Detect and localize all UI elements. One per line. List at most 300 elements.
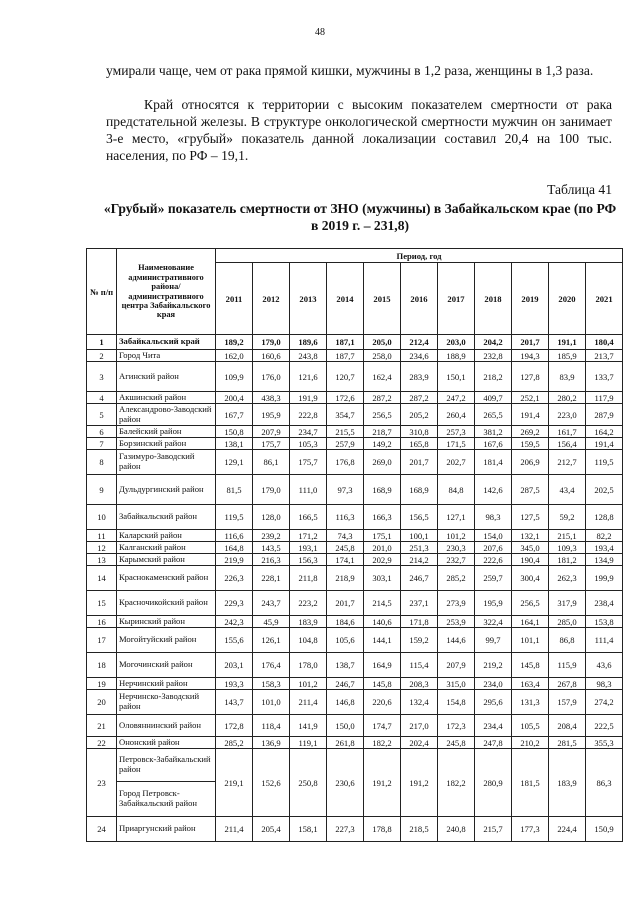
row-name: Ононский район xyxy=(117,737,216,749)
value-cell: 214,2 xyxy=(401,554,438,566)
row-number: 17 xyxy=(87,628,117,653)
value-cell: 234,7 xyxy=(290,426,327,438)
value-cell: 131,3 xyxy=(512,690,549,715)
column-header-period: Период, год xyxy=(216,249,623,263)
table-row xyxy=(87,335,623,350)
value-cell: 187,7 xyxy=(327,350,364,362)
paragraph-prostate-mortality: Край относятся к территории с высоким показателем смертности от рака предстательной железы. В структуре онкологической смертности мужчин он занимает 3-е место, «грубый» показатель данной локализации составил 20,4 на 100 тыс. населения, по РФ – 19,1. xyxy=(106,97,612,163)
value-cell: 243,8 xyxy=(290,350,327,362)
value-cell: 74,3 xyxy=(327,530,364,542)
year-header: 2017 xyxy=(438,263,475,335)
value-cell: 199,9 xyxy=(586,566,623,591)
row-number: 2 xyxy=(87,350,117,362)
value-cell: 310,8 xyxy=(401,426,438,438)
table-row xyxy=(87,362,623,392)
value-cell: 141,9 xyxy=(290,715,327,737)
table-row xyxy=(87,653,623,678)
value-cell: 99,7 xyxy=(475,628,512,653)
value-cell: 213,7 xyxy=(586,350,623,362)
value-cell: 118,4 xyxy=(253,715,290,737)
value-cell: 234,0 xyxy=(475,678,512,690)
value-cell: 132,4 xyxy=(401,690,438,715)
value-cell: 345,0 xyxy=(512,542,549,554)
value-cell: 300,4 xyxy=(512,566,549,591)
table-row xyxy=(87,426,623,438)
value-cell: 153,8 xyxy=(586,616,623,628)
value-cell: 222,8 xyxy=(290,404,327,426)
value-cell: 155,6 xyxy=(216,628,253,653)
value-cell: 145,8 xyxy=(364,678,401,690)
value-cell: 217,0 xyxy=(401,715,438,737)
value-cell: 164,8 xyxy=(216,542,253,554)
value-cell: 207,6 xyxy=(475,542,512,554)
value-cell: 250,8 xyxy=(290,749,327,817)
value-cell: 157,9 xyxy=(549,690,586,715)
value-cell: 230,6 xyxy=(327,749,364,817)
table-row xyxy=(87,450,623,475)
value-cell: 215,5 xyxy=(327,426,364,438)
value-cell: 269,2 xyxy=(512,426,549,438)
value-cell: 128,0 xyxy=(253,505,290,530)
value-cell: 45,9 xyxy=(253,616,290,628)
row-number: 12 xyxy=(87,542,117,554)
value-cell: 219,9 xyxy=(216,554,253,566)
value-cell: 161,7 xyxy=(549,426,586,438)
value-cell: 163,4 xyxy=(512,678,549,690)
value-cell: 211,4 xyxy=(216,817,253,842)
value-cell: 274,2 xyxy=(586,690,623,715)
value-cell: 212,7 xyxy=(549,450,586,475)
value-cell: 222,6 xyxy=(475,554,512,566)
value-cell: 181,5 xyxy=(512,749,549,817)
value-cell: 322,4 xyxy=(475,616,512,628)
row-number: 8 xyxy=(87,450,117,475)
table-row xyxy=(87,542,623,554)
year-header: 2020 xyxy=(549,263,586,335)
value-cell: 101,2 xyxy=(290,678,327,690)
table-row xyxy=(87,591,623,616)
value-cell: 201,7 xyxy=(401,450,438,475)
row-name: Балейский район xyxy=(117,426,216,438)
value-cell: 158,3 xyxy=(253,678,290,690)
value-cell: 438,3 xyxy=(253,392,290,404)
value-cell: 162,0 xyxy=(216,350,253,362)
row-name: Красночикойский район xyxy=(117,591,216,616)
value-cell: 181,4 xyxy=(475,450,512,475)
value-cell: 168,9 xyxy=(401,475,438,505)
value-cell: 43,6 xyxy=(586,653,623,678)
value-cell: 267,8 xyxy=(549,678,586,690)
value-cell: 183,9 xyxy=(549,749,586,817)
value-cell: 280,9 xyxy=(475,749,512,817)
table-row xyxy=(87,554,623,566)
value-cell: 138,7 xyxy=(327,653,364,678)
value-cell: 247,8 xyxy=(475,737,512,749)
value-cell: 164,2 xyxy=(586,426,623,438)
value-cell: 201,7 xyxy=(327,591,364,616)
table-row xyxy=(87,350,623,362)
value-cell: 245,8 xyxy=(327,542,364,554)
table-row xyxy=(87,616,623,628)
value-cell: 226,3 xyxy=(216,566,253,591)
year-header: 2019 xyxy=(512,263,549,335)
value-cell: 43,4 xyxy=(549,475,586,505)
value-cell: 119,5 xyxy=(586,450,623,475)
value-cell: 149,2 xyxy=(364,438,401,450)
value-cell: 101,0 xyxy=(253,690,290,715)
value-cell: 127,1 xyxy=(438,505,475,530)
value-cell: 164,9 xyxy=(364,653,401,678)
value-cell: 136,9 xyxy=(253,737,290,749)
row-number: 11 xyxy=(87,530,117,542)
column-header-number: № п/п xyxy=(87,249,117,335)
value-cell: 150,0 xyxy=(327,715,364,737)
value-cell: 142,6 xyxy=(475,475,512,505)
value-cell: 229,3 xyxy=(216,591,253,616)
value-cell: 222,5 xyxy=(586,715,623,737)
value-cell: 203,0 xyxy=(438,335,475,350)
value-cell: 262,3 xyxy=(549,566,586,591)
value-cell: 127,5 xyxy=(512,505,549,530)
value-cell: 193,3 xyxy=(216,678,253,690)
value-cell: 143,7 xyxy=(216,690,253,715)
value-cell: 59,2 xyxy=(549,505,586,530)
value-cell: 179,0 xyxy=(253,335,290,350)
value-cell: 146,8 xyxy=(327,690,364,715)
value-cell: 111,0 xyxy=(290,475,327,505)
value-cell: 287,5 xyxy=(512,475,549,505)
value-cell: 285,2 xyxy=(438,566,475,591)
value-cell: 115,4 xyxy=(401,653,438,678)
table-row xyxy=(87,690,623,715)
value-cell: 171,8 xyxy=(401,616,438,628)
value-cell: 215,7 xyxy=(475,817,512,842)
row-name: Газимуро-Заводский район xyxy=(117,450,216,475)
row-name: Кыринский район xyxy=(117,616,216,628)
value-cell: 245,8 xyxy=(438,737,475,749)
value-cell: 207,9 xyxy=(438,653,475,678)
row-number: 15 xyxy=(87,591,117,616)
value-cell: 167,6 xyxy=(475,438,512,450)
value-cell: 207,9 xyxy=(253,426,290,438)
value-cell: 115,9 xyxy=(549,653,586,678)
value-cell: 287,9 xyxy=(586,404,623,426)
row-name: Акшинский район xyxy=(117,392,216,404)
value-cell: 208,3 xyxy=(401,678,438,690)
value-cell: 182,2 xyxy=(438,749,475,817)
value-cell: 218,5 xyxy=(401,817,438,842)
column-header-name: Наименование административного района/ административного центра Забайкальского края xyxy=(117,249,216,335)
row-name: Краснокаменский район xyxy=(117,566,216,591)
value-cell: 200,4 xyxy=(216,392,253,404)
value-cell: 219,1 xyxy=(216,749,253,817)
row-name: Могойтуйский район xyxy=(117,628,216,653)
value-cell: 202,5 xyxy=(586,475,623,505)
value-cell: 257,3 xyxy=(438,426,475,438)
value-cell: 178,0 xyxy=(290,653,327,678)
value-cell: 228,1 xyxy=(253,566,290,591)
value-cell: 201,7 xyxy=(512,335,549,350)
value-cell: 214,5 xyxy=(364,591,401,616)
value-cell: 204,2 xyxy=(475,335,512,350)
value-cell: 315,0 xyxy=(438,678,475,690)
row-name: Приаргунский район xyxy=(117,817,216,842)
page-number: 48 xyxy=(315,27,325,38)
value-cell: 134,9 xyxy=(586,554,623,566)
value-cell: 119,1 xyxy=(290,737,327,749)
row-number: 4 xyxy=(87,392,117,404)
value-cell: 86,8 xyxy=(549,628,586,653)
value-cell: 105,6 xyxy=(327,628,364,653)
row-name: Дульдургинский район xyxy=(117,475,216,505)
value-cell: 101,2 xyxy=(438,530,475,542)
value-cell: 193,4 xyxy=(586,542,623,554)
value-cell: 193,1 xyxy=(290,542,327,554)
row-number: 14 xyxy=(87,566,117,591)
value-cell: 152,6 xyxy=(253,749,290,817)
year-header: 2013 xyxy=(290,263,327,335)
value-cell: 150,8 xyxy=(216,426,253,438)
value-cell: 215,1 xyxy=(549,530,586,542)
value-cell: 194,3 xyxy=(512,350,549,362)
value-cell: 190,4 xyxy=(512,554,549,566)
value-cell: 174,1 xyxy=(327,554,364,566)
row-number: 23 xyxy=(87,749,117,817)
value-cell: 119,5 xyxy=(216,505,253,530)
value-cell: 240,8 xyxy=(438,817,475,842)
table-title: «Грубый» показатель смертности от ЗНО (мужчины) в Забайкальском крае (по РФ в 2019 г. – 231,8) xyxy=(103,201,617,233)
value-cell: 218,9 xyxy=(327,566,364,591)
value-cell: 129,1 xyxy=(216,450,253,475)
value-cell: 175,7 xyxy=(290,450,327,475)
row-name: Оловяннинский район xyxy=(117,715,216,737)
row-name: Агинский район xyxy=(117,362,216,392)
table-row xyxy=(87,404,623,426)
value-cell: 100,1 xyxy=(401,530,438,542)
value-cell: 105,3 xyxy=(290,438,327,450)
value-cell: 156,5 xyxy=(401,505,438,530)
table-row xyxy=(87,817,623,842)
value-cell: 303,1 xyxy=(364,566,401,591)
value-cell: 283,9 xyxy=(401,362,438,392)
row-name: Карымский район xyxy=(117,554,216,566)
value-cell: 158,1 xyxy=(290,817,327,842)
row-name: Борзинский район xyxy=(117,438,216,450)
value-cell: 154,0 xyxy=(475,530,512,542)
value-cell: 184,6 xyxy=(327,616,364,628)
value-cell: 252,1 xyxy=(512,392,549,404)
value-cell: 223,0 xyxy=(549,404,586,426)
value-cell: 84,8 xyxy=(438,475,475,505)
value-cell: 177,3 xyxy=(512,817,549,842)
value-cell: 256,5 xyxy=(364,404,401,426)
row-number: 1 xyxy=(87,335,117,350)
value-cell: 218,2 xyxy=(475,362,512,392)
mortality-table xyxy=(86,248,623,842)
value-cell: 354,7 xyxy=(327,404,364,426)
value-cell: 126,1 xyxy=(253,628,290,653)
value-cell: 166,5 xyxy=(290,505,327,530)
value-cell: 145,8 xyxy=(512,653,549,678)
table-row xyxy=(87,678,623,690)
value-cell: 116,3 xyxy=(327,505,364,530)
value-cell: 176,8 xyxy=(327,450,364,475)
value-cell: 287,2 xyxy=(364,392,401,404)
table-row xyxy=(87,505,623,530)
value-cell: 259,7 xyxy=(475,566,512,591)
value-cell: 83,9 xyxy=(549,362,586,392)
value-cell: 188,9 xyxy=(438,350,475,362)
value-cell: 176,0 xyxy=(253,362,290,392)
value-cell: 172,3 xyxy=(438,715,475,737)
value-cell: 206,9 xyxy=(512,450,549,475)
table-row xyxy=(87,749,623,782)
paragraph-continuation: умирали чаще, чем от рака прямой кишки, мужчины в 1,2 раза, женщины в 1,3 раза. xyxy=(106,63,594,78)
value-cell: 154,8 xyxy=(438,690,475,715)
value-cell: 295,6 xyxy=(475,690,512,715)
value-cell: 285,0 xyxy=(549,616,586,628)
value-cell: 140,6 xyxy=(364,616,401,628)
value-cell: 159,5 xyxy=(512,438,549,450)
value-cell: 218,7 xyxy=(364,426,401,438)
value-cell: 117,9 xyxy=(586,392,623,404)
table-row xyxy=(87,566,623,591)
row-name: Петровск-Забайкальский район xyxy=(117,749,216,782)
value-cell: 224,4 xyxy=(549,817,586,842)
value-cell: 168,9 xyxy=(364,475,401,505)
value-cell: 105,5 xyxy=(512,715,549,737)
value-cell: 261,8 xyxy=(327,737,364,749)
table-row xyxy=(87,438,623,450)
value-cell: 176,4 xyxy=(253,653,290,678)
value-cell: 128,8 xyxy=(586,505,623,530)
value-cell: 172,6 xyxy=(327,392,364,404)
value-cell: 138,1 xyxy=(216,438,253,450)
value-cell: 144,1 xyxy=(364,628,401,653)
value-cell: 162,4 xyxy=(364,362,401,392)
row-name: Забайкальский район xyxy=(117,505,216,530)
value-cell: 256,5 xyxy=(512,591,549,616)
value-cell: 212,4 xyxy=(401,335,438,350)
value-cell: 205,2 xyxy=(401,404,438,426)
row-number: 9 xyxy=(87,475,117,505)
table-body xyxy=(87,335,623,842)
value-cell: 121,6 xyxy=(290,362,327,392)
value-cell: 150,9 xyxy=(586,817,623,842)
year-header: 2015 xyxy=(364,263,401,335)
value-cell: 191,4 xyxy=(512,404,549,426)
value-cell: 195,9 xyxy=(253,404,290,426)
value-cell: 355,3 xyxy=(586,737,623,749)
value-cell: 227,3 xyxy=(327,817,364,842)
value-cell: 208,4 xyxy=(549,715,586,737)
value-cell: 210,2 xyxy=(512,737,549,749)
value-cell: 247,2 xyxy=(438,392,475,404)
row-number: 24 xyxy=(87,817,117,842)
value-cell: 191,2 xyxy=(401,749,438,817)
year-header: 2016 xyxy=(401,263,438,335)
value-cell: 182,2 xyxy=(364,737,401,749)
value-cell: 265,5 xyxy=(475,404,512,426)
value-cell: 260,4 xyxy=(438,404,475,426)
value-cell: 164,1 xyxy=(512,616,549,628)
value-cell: 237,1 xyxy=(401,591,438,616)
value-cell: 381,2 xyxy=(475,426,512,438)
value-cell: 280,2 xyxy=(549,392,586,404)
value-cell: 111,4 xyxy=(586,628,623,653)
value-cell: 127,8 xyxy=(512,362,549,392)
row-number: 21 xyxy=(87,715,117,737)
value-cell: 205,0 xyxy=(364,335,401,350)
value-cell: 202,7 xyxy=(438,450,475,475)
value-cell: 101,1 xyxy=(512,628,549,653)
table-row xyxy=(87,737,623,749)
table-row xyxy=(87,715,623,737)
row-name: Нерчинско-Заводский район xyxy=(117,690,216,715)
value-cell: 159,2 xyxy=(401,628,438,653)
value-cell: 132,1 xyxy=(512,530,549,542)
value-cell: 98,3 xyxy=(586,678,623,690)
value-cell: 258,0 xyxy=(364,350,401,362)
value-cell: 109,9 xyxy=(216,362,253,392)
value-cell: 251,3 xyxy=(401,542,438,554)
value-cell: 187,1 xyxy=(327,335,364,350)
value-cell: 171,2 xyxy=(290,530,327,542)
value-cell: 246,7 xyxy=(401,566,438,591)
row-number: 7 xyxy=(87,438,117,450)
year-header: 2018 xyxy=(475,263,512,335)
value-cell: 232,8 xyxy=(475,350,512,362)
value-cell: 174,7 xyxy=(364,715,401,737)
value-cell: 133,7 xyxy=(586,362,623,392)
value-cell: 175,7 xyxy=(253,438,290,450)
value-cell: 81,5 xyxy=(216,475,253,505)
value-cell: 238,4 xyxy=(586,591,623,616)
value-cell: 202,9 xyxy=(364,554,401,566)
value-cell: 234,4 xyxy=(475,715,512,737)
row-name: Забайкальский край xyxy=(117,335,216,350)
value-cell: 317,9 xyxy=(549,591,586,616)
value-cell: 160,6 xyxy=(253,350,290,362)
year-header: 2012 xyxy=(253,263,290,335)
value-cell: 98,3 xyxy=(475,505,512,530)
table-label: Таблица 41 xyxy=(547,182,612,197)
row-name-secondary: Город Петровск-Забайкальский район xyxy=(117,782,216,817)
value-cell: 179,0 xyxy=(253,475,290,505)
value-cell: 287,2 xyxy=(401,392,438,404)
value-cell: 232,7 xyxy=(438,554,475,566)
value-cell: 253,9 xyxy=(438,616,475,628)
value-cell: 144,6 xyxy=(438,628,475,653)
value-cell: 175,1 xyxy=(364,530,401,542)
value-cell: 178,8 xyxy=(364,817,401,842)
value-cell: 191,2 xyxy=(364,749,401,817)
year-header: 2011 xyxy=(216,263,253,335)
value-cell: 86,3 xyxy=(586,749,623,817)
value-cell: 191,9 xyxy=(290,392,327,404)
value-cell: 203,1 xyxy=(216,653,253,678)
row-number: 20 xyxy=(87,690,117,715)
value-cell: 104,8 xyxy=(290,628,327,653)
value-cell: 109,3 xyxy=(549,542,586,554)
table-row xyxy=(87,530,623,542)
value-cell: 219,2 xyxy=(475,653,512,678)
row-number: 5 xyxy=(87,404,117,426)
value-cell: 191,4 xyxy=(586,438,623,450)
value-cell: 285,2 xyxy=(216,737,253,749)
value-cell: 230,3 xyxy=(438,542,475,554)
row-name: Город Чита xyxy=(117,350,216,362)
